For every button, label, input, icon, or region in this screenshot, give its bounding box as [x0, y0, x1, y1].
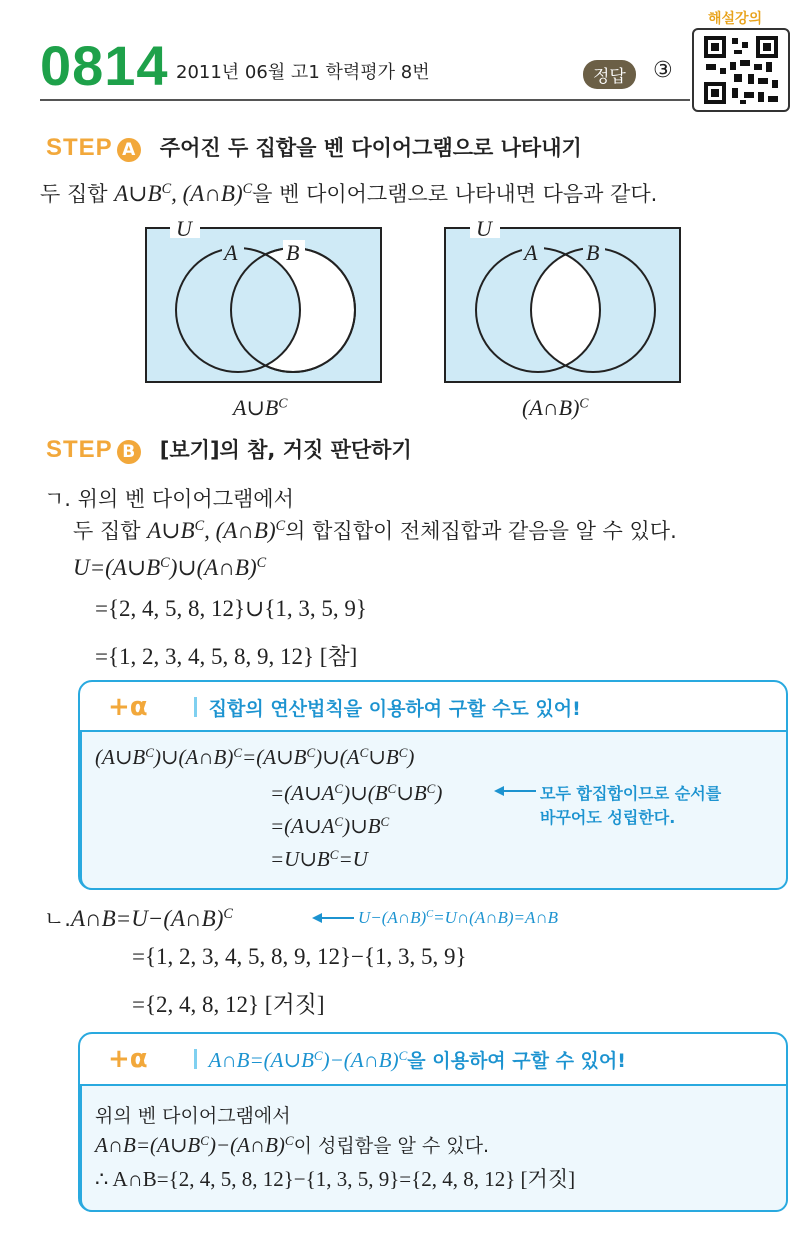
item2-eq3: ={2, 4, 8, 12} [거짓] [132, 992, 325, 1017]
item1-eq2: ={2, 4, 5, 8, 12}∪{1, 3, 5, 9} [95, 596, 367, 621]
item2-eq2: ={1, 2, 3, 4, 5, 8, 9, 12}−{1, 3, 5, 9} [132, 944, 467, 969]
step-b-heading [46, 434, 412, 464]
tip1-line1: $(A\cup B^C)\cup(A\cap B)^C=(A\cup B^C)\cup(A^C\cup B^C)$ [95, 745, 415, 770]
intro-expr: $A\cup B^C$, (A∩B)$^C$ [114, 181, 253, 206]
tip2-line3: ∴ A∩B={2, 4, 5, 8, 12}−{1, 3, 5, 9}={2, 4, 8, 12} [거짓] [95, 1167, 576, 1191]
venn-diagrams [0, 210, 808, 430]
item1-eq3: ={1, 2, 3, 4, 5, 8, 9, 12} [참] [95, 644, 358, 669]
tip1-arrow-icon [494, 783, 538, 799]
step-a-heading [46, 132, 582, 162]
tip1-title: 집합의 연산법칙을 이용하여 구할 수도 있어! [208, 697, 581, 720]
problem-number: 0814 [40, 34, 169, 97]
step-b-word: STEP [46, 436, 113, 463]
venn-right-label-a: A [524, 240, 538, 265]
venn-right-label-u: U [476, 216, 492, 241]
intro-suffix: 을 벤 다이어그램으로 나타내면 다음과 같다. [252, 182, 658, 206]
item1-marker: ㄱ. [44, 487, 71, 511]
qr-label: 해설강의 [708, 11, 763, 27]
item1-line2: 두 집합 $A\cup B^C$, (A∩B)$^C$의 합집합이 전체집합과 같음을 알 수 있다. [73, 518, 677, 543]
step-a-intro [40, 178, 657, 208]
tip2-bar [194, 1049, 197, 1069]
venn-left-label-b: B [286, 240, 300, 265]
step-a-title: 주어진 두 집합을 벤 다이어그램으로 나타내기 [159, 136, 582, 160]
header-divider [40, 99, 690, 101]
item1-eq1: $U=(A\cup B^C)\cup(A\cap B)^C$ [73, 555, 267, 580]
qr-code-icon [694, 30, 788, 110]
step-a-word: STEP [46, 134, 113, 161]
item2-note: U−(A∩B)$^C$=U∩(A∩B)=A∩B [358, 908, 559, 927]
item2-line1: ㄴ.A∩B=U−(A∩B)$^C$ [44, 906, 233, 931]
step-a-letter: A [117, 138, 141, 162]
tip1-bar [194, 697, 197, 717]
answer-value: ③ [653, 58, 673, 83]
item2-arrow-icon [312, 910, 356, 926]
tip1-plus-alpha: +α [108, 692, 148, 722]
tip1-line2: $=(A\cup A^C)\cup(B^C\cup B^C)$ [270, 781, 443, 806]
tip2-line2: $A\cap B=(A\cup B^C)-(A\cap B)^C$이 성립함을 알 수 있다. [95, 1132, 489, 1157]
tip1-header [108, 692, 581, 722]
answer-badge: 정답 [583, 60, 636, 89]
problem-source: 2011년 06월 고1 학력평가 8번 [176, 62, 430, 83]
venn-right-caption: (A∩B)$^C$ [522, 395, 589, 420]
step-b-letter: B [117, 440, 141, 464]
tip2-line1: 위의 벤 다이어그램에서 [95, 1105, 291, 1127]
tip1-note-line1: 모두 합집합이므로 순서를 [540, 784, 722, 803]
tip2-title: $A\cap B=(A\cup B^C)-(A\cap B)^C$을 이용하여 구할 수 있어! [208, 1047, 626, 1072]
qr-code[interactable] [692, 28, 790, 112]
intro-prefix: 두 집합 [40, 182, 115, 206]
item1-line1: ㄱ. 위의 벤 다이어그램에서 [44, 487, 294, 511]
tip2-plus-alpha: +α [108, 1044, 148, 1074]
tip1-note-line2: 바꾸어도 성립한다. [540, 808, 676, 827]
venn-right-label-b: B [586, 240, 600, 265]
step-b-title: [보기]의 참, 거짓 판단하기 [159, 438, 412, 462]
venn-left-label-u: U [176, 216, 192, 241]
tip2-header [108, 1044, 626, 1074]
tip1-line4: $=U\cup B^C=U$ [270, 847, 368, 872]
item2-marker: ㄴ. [44, 907, 71, 931]
tip1-line3: $=(A\cup A^C)\cup B^C$ [270, 814, 390, 839]
venn-left-caption: $A\cup B^C$ [233, 395, 288, 420]
venn-left-label-a: A [224, 240, 238, 265]
